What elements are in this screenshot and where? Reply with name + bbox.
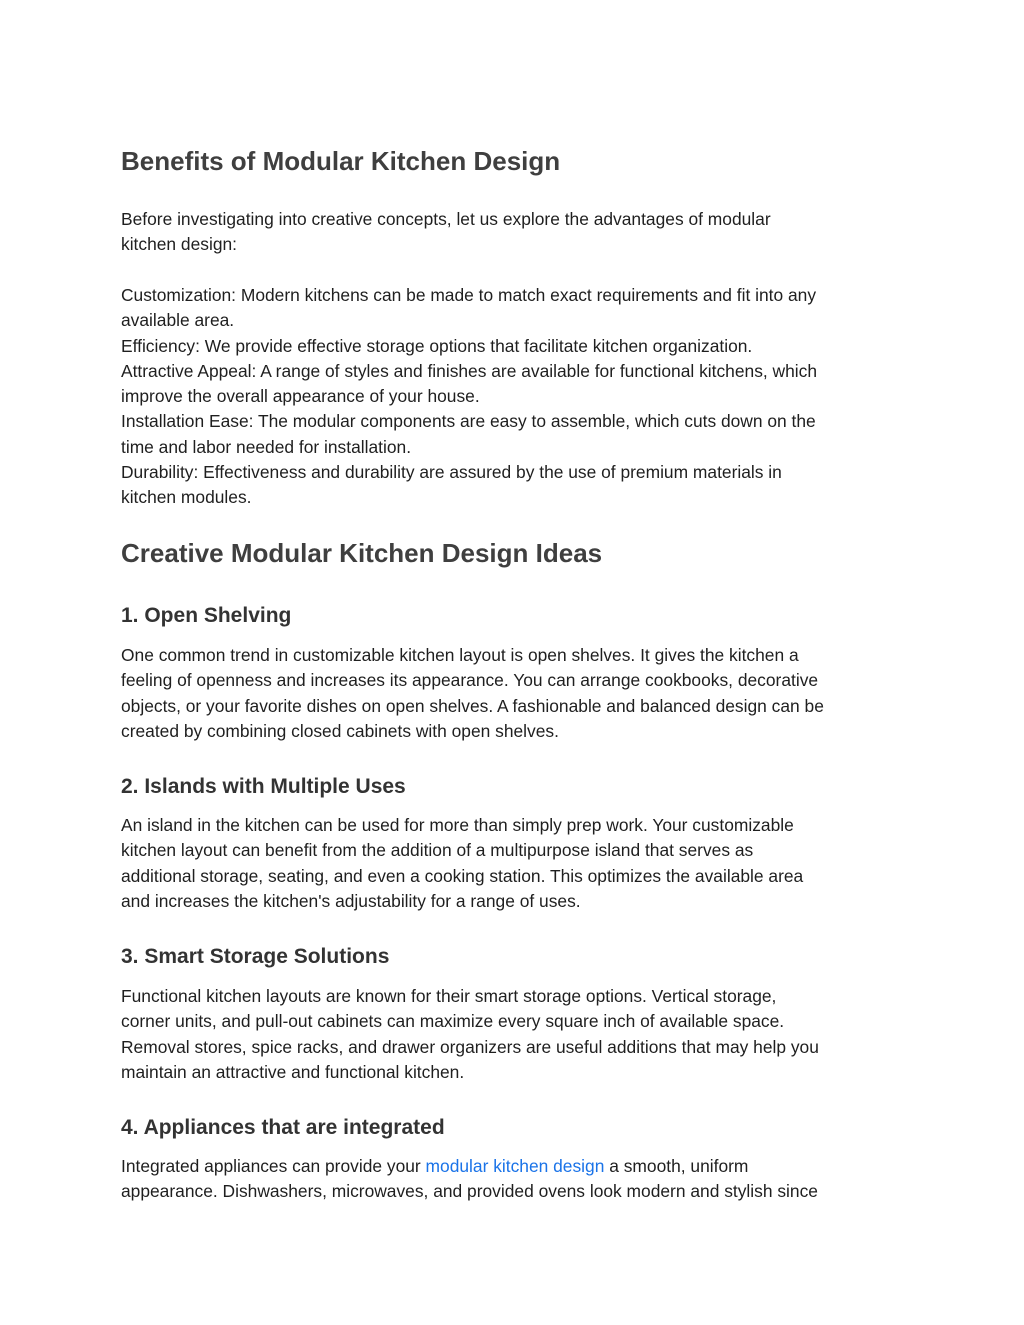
section-body-islands	[121, 813, 911, 914]
section-heading-islands: 2. Islands with Multiple Uses	[121, 775, 406, 798]
text-line: Installation Ease: The modular components are easy to assemble, which cuts down on the	[121, 411, 816, 432]
text-line: maintain an attractive and functional kitchen.	[121, 1061, 465, 1082]
section-heading-open-shelving: 1. Open Shelving	[121, 604, 292, 627]
text-line: Removal stores, spice racks, and drawer organizers are useful additions that may help you	[121, 1036, 819, 1057]
text-line: feeling of openness and increases its appearance. You can arrange cookbooks, decorative	[121, 670, 819, 691]
benefits-list	[121, 283, 911, 511]
benefits-intro	[121, 207, 911, 258]
section-body-smart-storage	[121, 984, 911, 1085]
text-line: Durability: Effectiveness and durability are assured by the use of premium materials in	[121, 462, 782, 483]
text-line: corner units, and pull-out cabinets can maximize every square inch of available space.	[121, 1011, 785, 1032]
text-line: Efficiency: We provide effective storage options that facilitate kitchen organization.	[121, 335, 753, 356]
text-segment: Integrated appliances can provide your	[121, 1156, 426, 1176]
modular-kitchen-design-link[interactable]: modular kitchen design	[425, 1156, 605, 1176]
text-segment: a smooth, uniform	[604, 1156, 749, 1176]
text-line: Functional kitchen layouts are known for their smart storage options. Vertical storage,	[121, 986, 777, 1006]
text-line: appearance. Dishwashers, microwaves, and provided ovens look modern and stylish since	[121, 1181, 818, 1202]
text-line: Attractive Appeal: A range of styles and finishes are available for functional kitchens, which	[121, 360, 818, 381]
ideas-heading: Creative Modular Kitchen Design Ideas	[121, 538, 603, 568]
text-line: An island in the kitchen can be used for more than simply prep work. Your customizable	[121, 815, 794, 835]
text-line: improve the overall appearance of your house.	[121, 386, 480, 407]
text-line: time and labor needed for installation.	[121, 436, 412, 457]
text-line: kitchen design:	[121, 234, 238, 255]
text-line: One common trend in customizable kitchen layout is open shelves. It gives the kitchen a	[121, 645, 799, 665]
section-body-open-shelving	[121, 643, 911, 744]
benefits-heading: Benefits of Modular Kitchen Design	[121, 146, 561, 176]
text-line: kitchen layout can benefit from the addition of a multipurpose island that serves as	[121, 840, 754, 861]
section-heading-integrated-appliances: 4. Appliances that are integrated	[121, 1116, 445, 1139]
section-heading-smart-storage: 3. Smart Storage Solutions	[121, 945, 390, 968]
text-line: additional storage, seating, and even a cooking station. This optimizes the available area	[121, 865, 804, 886]
text-line: Before investigating into creative concepts, let us explore the advantages of modular	[121, 209, 771, 229]
text-line: created by combining closed cabinets with open shelves.	[121, 720, 559, 741]
text-line: available area.	[121, 310, 235, 331]
text-line	[121, 1154, 911, 1179]
text-line: objects, or your favorite dishes on open shelves. A fashionable and balanced design can be	[121, 695, 824, 716]
text-line: Customization: Modern kitchens can be made to match exact requirements and fit into any	[121, 285, 817, 305]
text-line: and increases the kitchen's adjustability for a range of uses.	[121, 890, 581, 911]
section-body-integrated-appliances	[121, 1154, 911, 1205]
text-line: kitchen modules.	[121, 487, 252, 508]
